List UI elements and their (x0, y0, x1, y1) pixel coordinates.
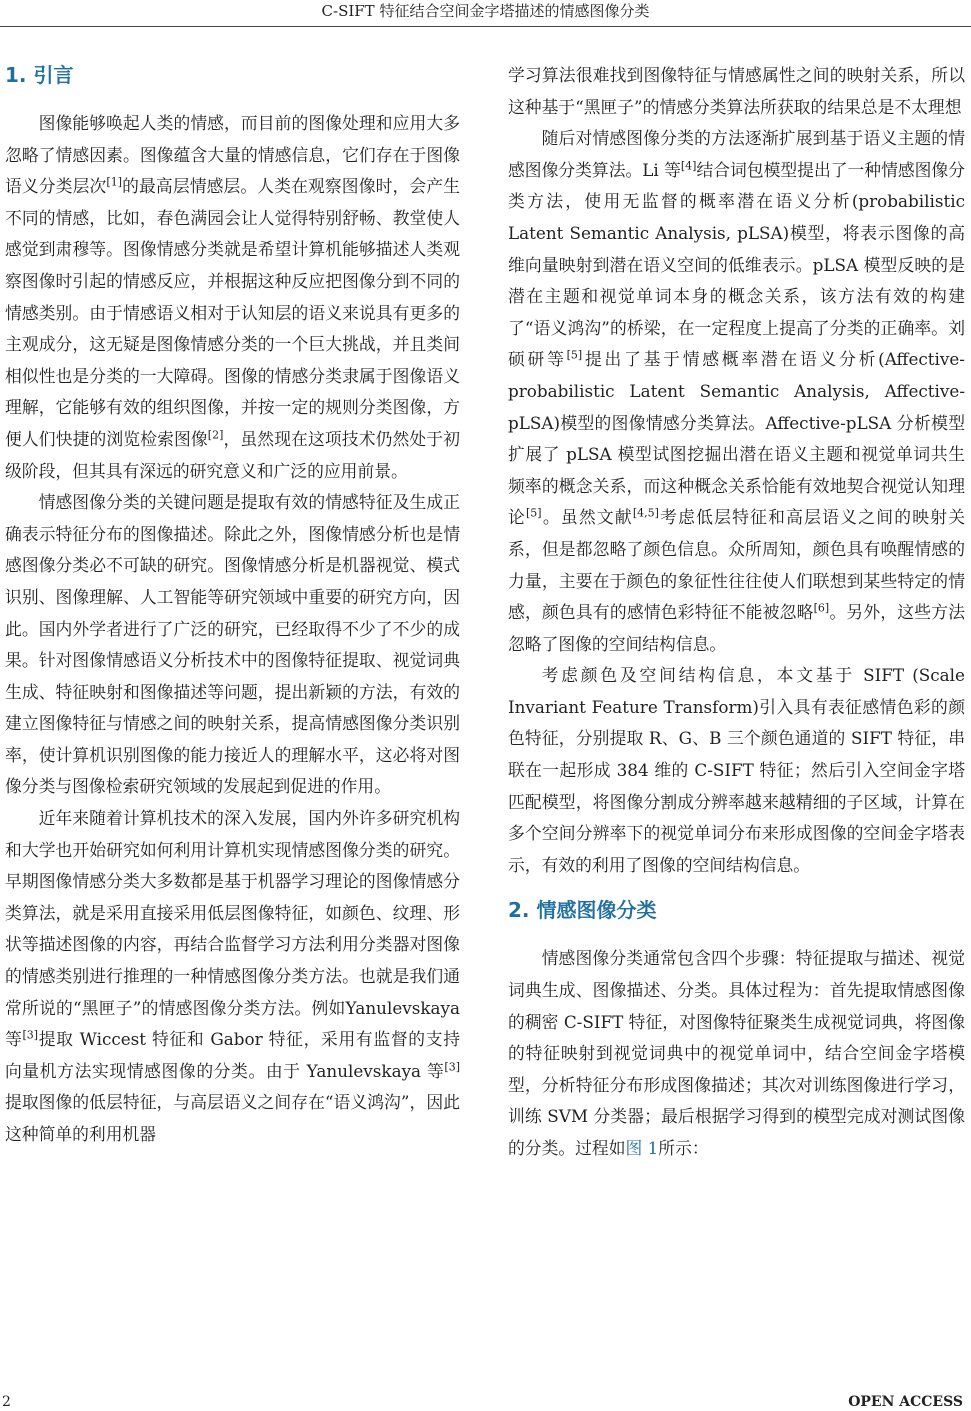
text-run: 提取图像的低层特征，与高层语义之间存在“语义鸿沟”，因此这种简单的利用机器 (5, 1092, 460, 1144)
text-run: 考虑低层特征和高层语义之间的映射关系，但是都忽略了颜色信息。众所周知，颜色具有唤醒情感的力量，主要在于颜色的象征性往往使人们联想到某些特定的情感，颜色具有的感情色彩特征不能被忽略 (508, 507, 965, 623)
section-heading-introduction: 1. 引言 (5, 63, 74, 87)
intro-paragraph-5: 考虑颜色及空间结构信息，本文基于 SIFT (Scale Invariant Feature Transform)引入具有表征感情色彩的颜色特征，分别提取 R、G、B 三个颜色通道的 SIFT 特征，串联在一起形成 384 维的 C-SIFT 特征；然后引入空间金字塔匹配模型，将图像分割成分辨率越来越精细的子区域，计算在多个空间分辨率下的视觉单词分布来形成图像的空间金字塔表示，有效的利用了图像的空间结构信息。 (508, 665, 965, 875)
citation[interactable]: [3] (444, 1060, 460, 1074)
intro-paragraph-2: 情感图像分类的关键问题是提取有效的情感特征及生成正确表示特征分布的图像描述。除此之外，图像情感分析也是情感图像分类必不可缺的研究。图像情感分析是机器视觉、模式识别、图像理解、人工智能等研究领域中重要的研究方向，因此。国内外学者进行了广泛的研究，已经取得不少了不少的成果。针对图像情感语义分析技术中的图像特征提取、视觉词典生成、特征映射和图像描述等问题，提出新颖的方法，有效的建立图像特征与情感之间的映射关系，提高情感图像分类识别率，使计算机识别图像的能力接近人的理解水平，这必将对图像分类与图像检索研究领域的发展起到促进的作用。 (5, 492, 460, 797)
citation[interactable]: [1] (106, 175, 122, 189)
page-footer (0, 1393, 971, 1411)
method-paragraph-1 (508, 943, 965, 1164)
citation[interactable]: [6] (813, 601, 830, 615)
left-column (5, 60, 460, 1151)
text-run: 结合词包模型提出了一种情感图像分类方法，使用无监督的概率潜在语义分析(probabilistic Latent Semantic Analysis, pLSA)模型，将表示图像的高维向量映射到潜在语义空间的低维表示。pLSA 模型反映的是潜在主题和视觉单词本身的概念关系，该方法有效的构建了“语义鸿沟”的桥梁，在一定程度上提高了分类的正确率。刘硕研等 (508, 159, 965, 370)
citation[interactable]: [5] (526, 506, 542, 520)
intro-paragraph-3-continued: 学习算法很难找到图像特征与情感属性之间的映射关系，所以这种基于“黑匣子”的情感分类算法所获取的结果总是不太理想 (508, 65, 965, 117)
citation[interactable]: [5] (566, 348, 583, 362)
text-run: 所示： (658, 1138, 709, 1158)
right-column (508, 60, 965, 1165)
text-run: ，虽然现在这项技术仍然处于初级阶段，但其具有深远的研究意义和广泛的应用前景。 (5, 428, 460, 481)
text-run: 随后对情感图像分类的方法逐渐扩展到基于语义主题的情感图像分类算法。Li 等 (508, 128, 965, 180)
text-run: 提取 Wiccest 特征和 Gabor 特征，采用有监督的支持向量机方法实现情感图像的分类。由于 Yanulevskaya 等 (5, 1029, 460, 1081)
section-heading-affective-image-classification: 2. 情感图像分类 (508, 898, 657, 923)
citation[interactable]: [2] (207, 428, 224, 442)
text-run: 。虽然文献 (541, 507, 633, 528)
header-divider (0, 26, 971, 27)
journal-label: OPEN ACCESS (848, 1394, 963, 1410)
text-run: 情感图像分类通常包含四个步骤：特征提取与描述、视觉词典生成、图像描述、分类。具体过程为：首先提取情感图像的稠密 C-SIFT 特征，对图像特征聚类生成视觉词典，将图像的特征映射到视觉词典中的视觉单词中，结合空间金字塔模型，分析特征分布形成图像描述；其次对训练图像进行学习，训练 SVM 分类器；最后根据学习得到的模型完成对测试图像的分类。过程如 (508, 948, 965, 1158)
running-header-title: C-SIFT 特征结合空间金字塔描述的情感图像分类 (321, 2, 650, 20)
figure-1-link[interactable]: 图 1 (625, 1138, 659, 1158)
citation[interactable]: [4,5] (632, 506, 659, 520)
text-run: 提出了基于情感概率潜在语义分析(Affective-probabilistic Latent Semantic Analysis, Affective-pLSA)模型的图像情感分类算法。Affective-pLSA 分析模型扩展了 pLSA 模型试图挖掘出潜在语义主题和视觉单词共生频率的概念关系，而这种概念关系恰能有效地契合视觉认知理论 (508, 349, 965, 528)
text-run: 的最高层情感层。人类在观察图像时，会产生不同的情感，比如，春色满园会让人觉得特别舒畅、教堂使人感觉到肃穆等。图像情感分类就是希望计算机能够描述人类观察图像时引起的情感反应，并根据这种反应把图像分到不同的情感类别。由于情感语义相对于认知层的语义来说具有更多的主观成分，这无疑是图像情感分类的一个巨大挑战，并且类间相似性也是分类的一大障碍。图像的情感分类隶属于图像语义理解，它能够有效的组织图像，并按一定的规则分类图像，方便人们快捷的浏览检索图像 (5, 176, 460, 449)
page-number: 2 (2, 1394, 11, 1410)
intro-paragraph-1 (5, 108, 460, 487)
text-run: 图像能够唤起人类的情感，而目前的图像处理和应用大多忽略了情感因素。图像蕴含大量的情感信息，它们存在于图像语义分类层次 (5, 113, 460, 197)
citation[interactable]: [3] (22, 1028, 39, 1042)
citation[interactable]: [4] (680, 159, 697, 173)
intro-paragraph-4 (508, 123, 965, 660)
text-run: 。另外，这些方法忽略了图像的空间结构信息。 (508, 602, 965, 654)
intro-paragraph-3 (5, 803, 460, 1151)
text-run: 近年来随着计算机技术的深入发展，国内外许多研究机构和大学也开始研究如何利用计算机实现情感图像分类的研究。早期图像情感分类大多数都是基于机器学习理论的图像情感分类算法，就是采用直接采用低层图像特征，如颜色、纹理、形状等描述图像的内容，再结合监督学习方法利用分类器对图像的情感类别进行推理的一种情感图像分类方法。也就是我们通常所说的“黑匣子”的情感图像分类方法。例如Yanulevskaya 等 (5, 808, 460, 1050)
